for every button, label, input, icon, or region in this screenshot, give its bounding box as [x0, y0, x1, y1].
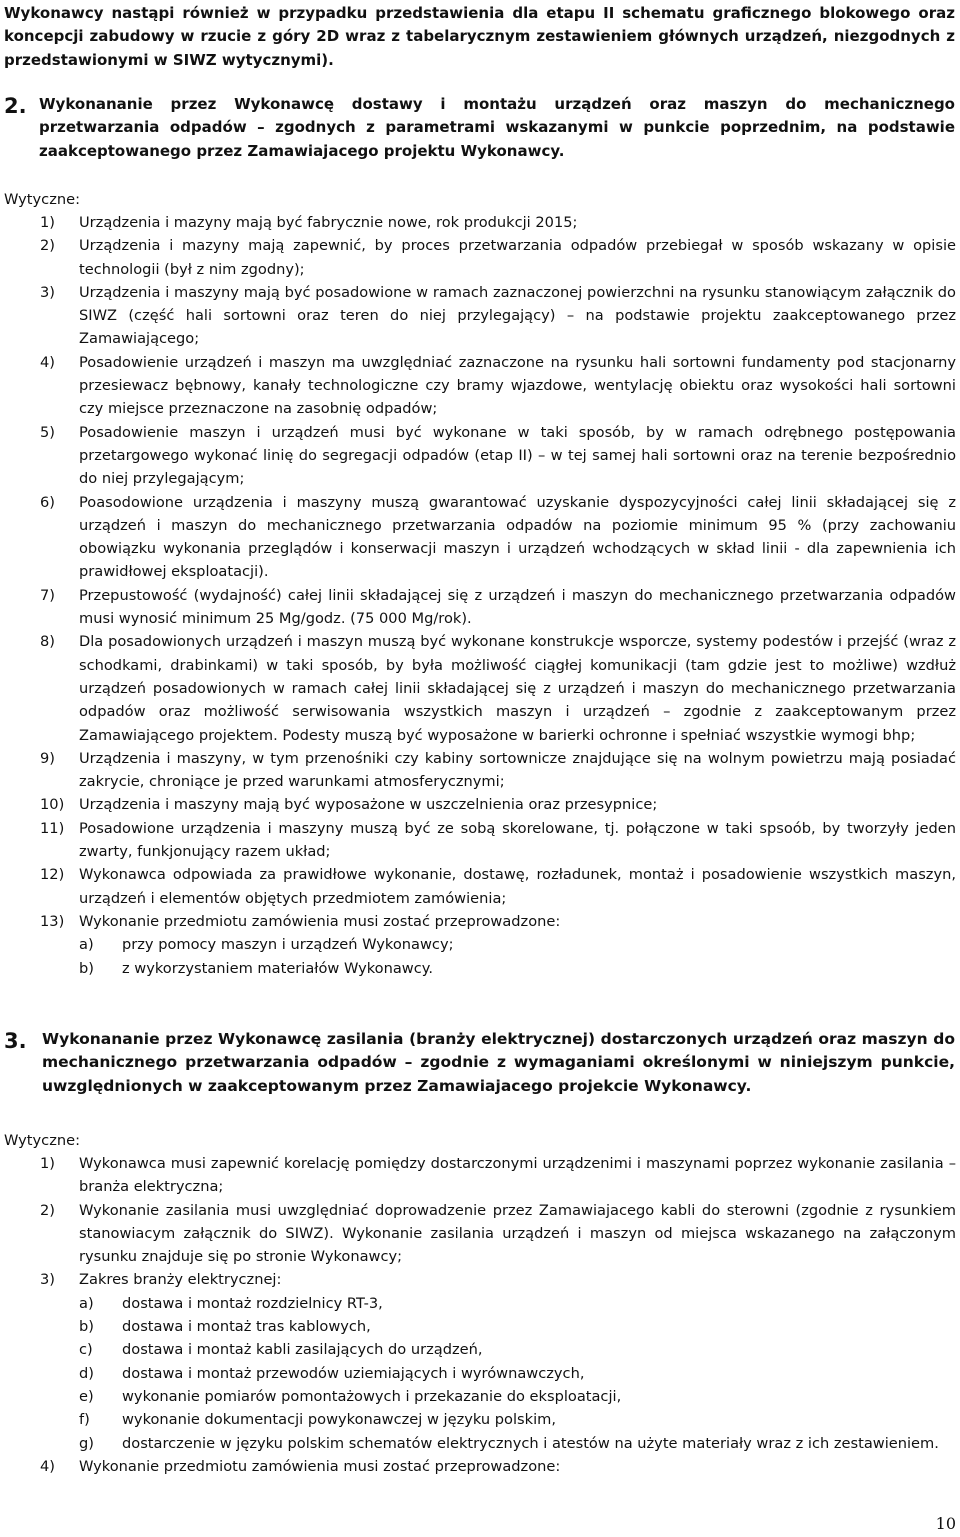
item-number: 13) — [40, 912, 65, 930]
item-number: 8) — [40, 633, 55, 651]
sub-item — [4, 1408, 956, 1431]
item-text: Posadowienie maszyn i urządzeń musi być wykonane w taki sposób, by w ramach odrębnego postępowania przetargowego wykonać linię do segregacji odpadów (etap II) – w tej samej hali sortowni oraz na terenie bezpośrednio do niej przylegającym; — [79, 423, 956, 488]
section-2-heading — [4, 93, 955, 163]
sub-item — [4, 1362, 956, 1385]
section-2-guidelines-list — [4, 211, 956, 980]
list-item — [4, 910, 956, 933]
item-text: Wykonanie przedmiotu zamówienia musi zostać przeprowadzone: — [79, 912, 561, 930]
list-item — [4, 793, 956, 816]
item-text: Wykonanie zasilania musi uwzględniać doprowadzenie przez Zamawiajacego kabli do sterowni (zgodnie z rysunkiem stanowiacym załącznik do SIWZ). Wykonanie zasilania urządzeń i maszyn od miejsca wskazanego na załączonym rysunku znajduje się po stronie Wykonawcy; — [79, 1201, 956, 1266]
item-number: 7) — [40, 586, 55, 604]
item-number: 1) — [40, 1155, 55, 1172]
sub-item-letter: f) — [79, 1411, 90, 1429]
sub-item-letter: a) — [79, 1294, 94, 1312]
sub-item — [4, 1292, 956, 1315]
page-number: 10 — [935, 1514, 956, 1533]
list-item — [4, 491, 956, 584]
item-3-sublist — [4, 1292, 956, 1455]
section-2-number: 2. — [4, 94, 27, 118]
list-item — [4, 1455, 956, 1478]
section-2-guidelines-label: Wytyczne: — [4, 191, 80, 208]
list-item — [4, 1268, 956, 1291]
sub-item-text: dostawa i montaż kabli zasilających do urządzeń, — [122, 1341, 483, 1359]
sub-item-text: przy pomocy maszyn i urządzeń Wykonawcy; — [122, 936, 454, 954]
sub-item-text: wykonanie pomiarów pomontażowych i przekazanie do eksploatacji, — [122, 1387, 622, 1405]
list-item — [4, 584, 956, 631]
item-number: 3) — [40, 1271, 55, 1289]
item-text: Urządzenia i mazyny mają zapewnić, by proces przetwarzania odpadów przebiegał w sposób wskazany w opisie technologii (był z nim zgodny); — [79, 237, 956, 278]
sub-item-letter: g) — [79, 1434, 94, 1452]
item-text: Wykonawca odpowiada za prawidłowe wykonanie, dostawę, rozładunek, montaż i posadowienie wszystkich maszyn, urządzeń i elementów objętych przedmiotem zamówienia; — [79, 866, 956, 907]
sub-item — [4, 1385, 956, 1408]
section-3-heading — [4, 1028, 955, 1098]
item-text: Dla posadowionych urządzeń i maszyn muszą być wykonane konstrukcje wsporcze, systemy podestów i przejść (wraz z schodkami, drabinkami) w taki sposób, by była możliwość ciągłej komunikacji (tam gdzie jest to możliwe) wzdłuż urządzeń posadowionych w ramach całej linii składającej się z urządzeń i maszyn do mechanicznego przetwarzania odpadów oraz możliwość serwisowania wszystkich maszyn i urządzeń – zgodnie z zaakceptowanym przez Zamawiającego projektem. Podesty muszą być wyposażone w barierki ochronne i spełniać wszystkie wymogi bhp; — [79, 633, 956, 744]
section-3-title: Wykonananie przez Wykonawcę zasilania (branży elektrycznej) dostarczonych urządzeń oraz maszyn do mechanicznego przetwarzania odpadów – zgodnie z wymaganiami określonymi w niniejszym punkcie, uwzględnionych w zaakceptowanym przez Zamawiajacego projekcie Wykonawcy. — [42, 1030, 955, 1095]
item-number: 12) — [40, 866, 65, 884]
sub-item-text: wykonanie dokumentacji powykonawczej w języku polskim, — [122, 1411, 556, 1429]
section-2-title: Wykonananie przez Wykonawcę dostawy i montażu urządzeń oraz maszyn do mechanicznego przetwarzania odpadów – zgodnych z parametrami wskazanymi w punkcie poprzednim, na podstawie zaakceptowanego przez Zamawiajacego projektu Wykonawcy. — [39, 95, 955, 160]
sub-item — [4, 1315, 956, 1338]
list-item — [4, 211, 956, 234]
item-13-sublist — [4, 933, 956, 980]
item-text: Przepustowość (wydajność) całej linii składającej się z urządzeń i maszyn do mechanicznego przetwarzania odpadów musi wynosić minimum 25 Mg/godz. (75 000 Mg/rok). — [79, 586, 956, 628]
list-item — [4, 1199, 956, 1269]
section-3-number: 3. — [4, 1029, 27, 1053]
sub-item — [4, 933, 956, 956]
sub-item — [4, 957, 956, 980]
list-item — [4, 817, 956, 864]
list-item — [4, 234, 956, 281]
sub-item-letter: c) — [79, 1341, 93, 1359]
item-number: 3) — [40, 283, 55, 301]
item-text: Posadowione urządzenia i maszyny muszą być ze sobą skorelowane, tj. połączone w taki spsoób, by tworzyły jeden zwarty, funkjonujący razem układ; — [79, 819, 956, 861]
sub-item-letter: e) — [79, 1387, 94, 1405]
sub-item-letter: a) — [79, 936, 94, 954]
item-number: 2) — [40, 1201, 55, 1219]
sub-item-text: dostawa i montaż tras kablowych, — [122, 1318, 371, 1336]
item-text: Zakres branży elektrycznej: — [79, 1271, 282, 1289]
item-number: 2) — [40, 237, 55, 255]
section-3-guidelines-label: Wytyczne: — [4, 1132, 80, 1149]
item-number: 4) — [40, 353, 55, 371]
intro-paragraph: Wykonawcy nastąpi również w przypadku przedstawienia dla etapu II schematu graficznego blokowego oraz koncepcji zabudowy w rzucie z góry 2D wraz z tabelarycznym zestawieniem głównych urządzeń, niezgodnych z przedstawionymi w SIWZ wytycznymi). — [4, 4, 955, 69]
item-text: Wykonanie przedmiotu zamówienia musi zostać przeprowadzone: — [79, 1457, 561, 1475]
item-number: 5) — [40, 423, 55, 441]
item-text: Urządzenia i maszyny, w tym przenośniki czy kabiny sortownicze znajdujące się na wolnym powietrzu mają posiadać zakrycie, chroniące je przed warunkami atmosferycznymi; — [79, 749, 956, 791]
item-number: 1) — [40, 214, 55, 231]
section-3-guidelines-list — [4, 1152, 956, 1478]
sub-item-text: z wykorzystaniem materiałów Wykonawcy. — [122, 959, 433, 977]
sub-item-text: dostawa i montaż rozdzielnicy RT-3, — [122, 1294, 383, 1312]
item-number: 4) — [40, 1457, 55, 1475]
list-item — [4, 1152, 956, 1199]
item-text: Urządzenia i maszyny mają być posadowione w ramach zaznaczonej powierzchni na rysunku stanowiącym załącznik do SIWZ (część hali sortowni oraz teren do niej przylegający) – na podstawie projektu zaakceptowanego przez Zamawiającego; — [79, 283, 956, 348]
item-text: Wykonawca musi zapewnić korelację pomiędzy dostarczonymi urządzenimi i maszynami poprzez wykonanie zasilania – branża elektryczna; — [79, 1155, 956, 1196]
list-item — [4, 281, 956, 351]
list-item — [4, 351, 956, 421]
item-number: 9) — [40, 749, 55, 767]
list-item — [4, 863, 956, 910]
item-text: Poasodowione urządzenia i maszyny muszą gwarantować uzyskanie dyspozycyjności całej linii składającej się z urządzeń i maszyn do mechanicznego przetwarzania odpadów na poziomie minimum 95 % (przy zachowaniu obowiązku wykonania przeglądów i konserwacji maszyn i urządzeń wchodzących w skład linii - dla zapewnienia ich prawidłowej eksploatacji). — [79, 493, 956, 581]
item-text: Posadowienie urządzeń i maszyn ma uwzględniać zaznaczone na rysunku hali sortowni fundamenty pod stacjonarny przesiewacz bębnowy, kanały technologiczne czy bramy wjazdowe, wentylację obiektu oraz wysokości hali sortowni czy miejsce przeznaczone na zasobnię odpadów; — [79, 353, 956, 418]
sub-item-letter: d) — [79, 1364, 94, 1382]
item-text: Urządzenia i maszyny mają być wyposażone w uszczelnienia oraz przesypnice; — [79, 796, 658, 814]
list-item — [4, 747, 956, 794]
sub-item-text: dostarczenie w języku polskim schematów elektrycznych i atestów na użyte materiały wraz z ich zestawieniem. — [122, 1434, 939, 1452]
sub-item-text: dostawa i montaż przewodów uziemiających i wyrównawczych, — [122, 1364, 585, 1382]
sub-item — [4, 1338, 956, 1361]
item-number: 6) — [40, 493, 55, 511]
sub-item-letter: b) — [79, 959, 94, 977]
sub-item-letter: b) — [79, 1318, 94, 1336]
item-text: Urządzenia i mazyny mają być fabrycznie nowe, rok produkcji 2015; — [79, 214, 578, 231]
sub-item — [4, 1432, 956, 1455]
item-number: 10) — [40, 796, 65, 814]
list-item — [4, 630, 956, 746]
list-item — [4, 421, 956, 491]
item-number: 11) — [40, 819, 65, 837]
